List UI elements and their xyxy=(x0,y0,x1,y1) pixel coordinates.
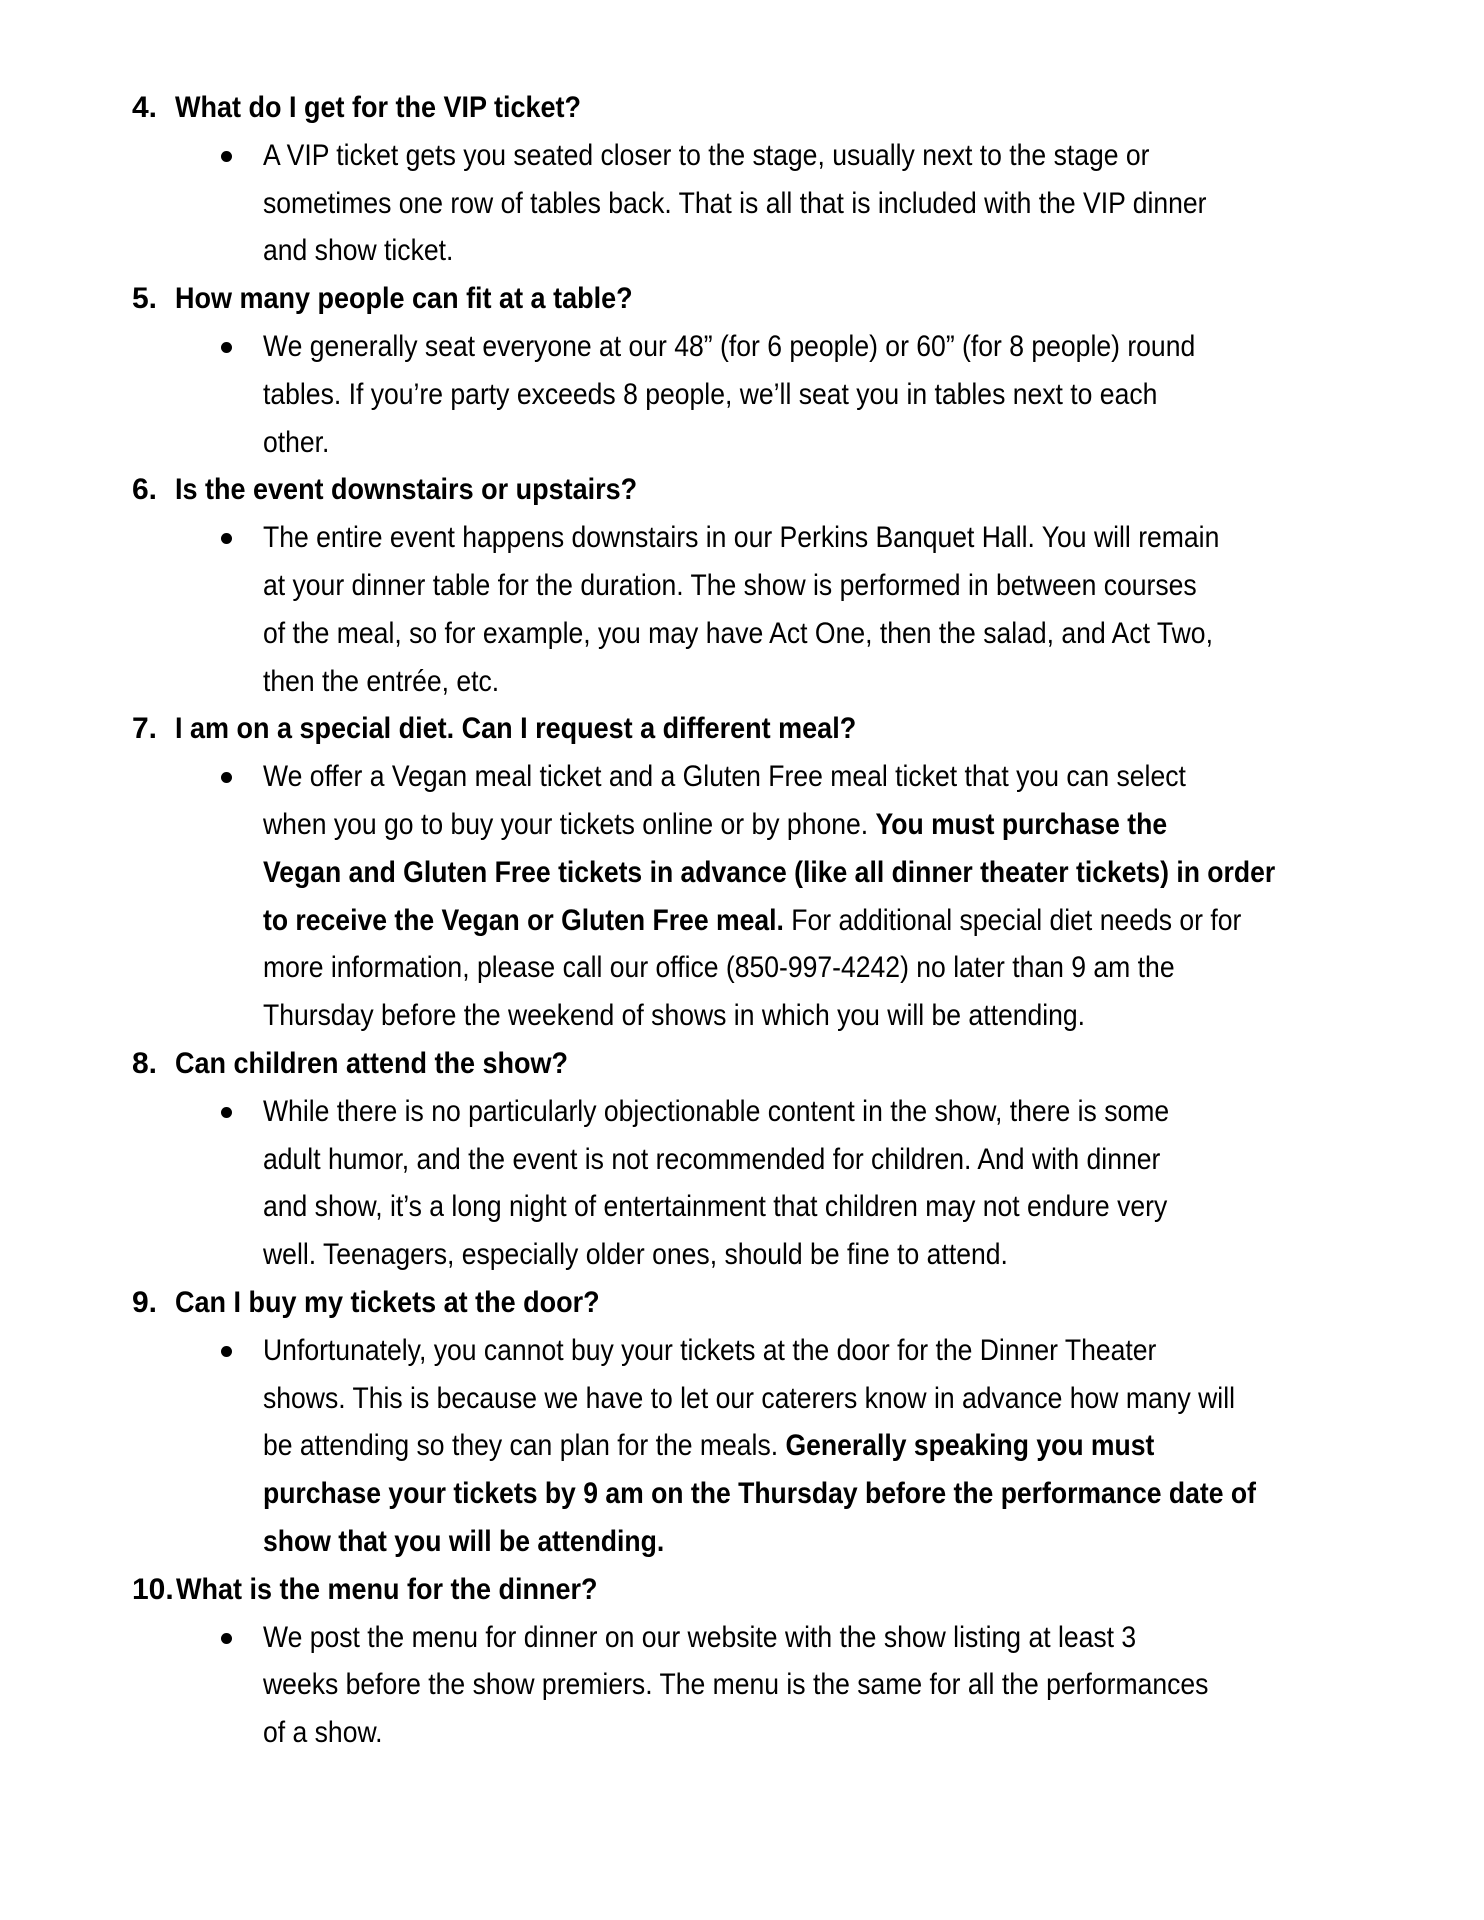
answer-text: well. Teenagers, especially older ones, should be fine to attend. xyxy=(263,1238,1008,1272)
answer-text: at your dinner table for the duration. The show is performed in between courses xyxy=(263,568,1197,602)
faq-answer xyxy=(0,323,1484,466)
bullet-icon xyxy=(221,151,232,162)
answer-line xyxy=(0,610,1484,658)
question-number: 7. xyxy=(132,712,158,746)
answer-line-text xyxy=(263,1422,1154,1470)
answer-line-text xyxy=(263,419,329,467)
faq-question xyxy=(0,1040,1484,1088)
faq-item xyxy=(0,275,1484,466)
answer-line-text xyxy=(263,1709,383,1757)
answer-text: tables. If you’re party exceeds 8 people, we’ll seat you in tables next to each xyxy=(263,377,1158,411)
answer-text: when you go to buy your tickets online or by phone. xyxy=(263,807,876,841)
answer-line-text xyxy=(263,1470,1256,1518)
question-number: 5. xyxy=(132,282,158,316)
answer-emphasis-text: purchase your tickets by 9 am on the Thursday before the performance date of xyxy=(263,1477,1256,1511)
answer-emphasis-text: show that you will be attending. xyxy=(263,1524,665,1558)
answer-line-text xyxy=(263,514,1219,562)
question-text: Can I buy my tickets at the door? xyxy=(175,1285,600,1319)
answer-line-text xyxy=(263,1375,1235,1423)
answer-text: Thursday before the weekend of shows in which you will be attending. xyxy=(263,999,1086,1033)
answer-line-text xyxy=(263,1518,664,1566)
bullet-icon xyxy=(221,1107,232,1118)
question-number: 10. xyxy=(132,1572,174,1606)
answer-text: shows. This is because we have to let our caterers know in advance how many will xyxy=(263,1381,1236,1415)
faq-answer xyxy=(0,753,1484,1040)
answer-line xyxy=(0,944,1484,992)
answer-line-text xyxy=(263,132,1150,180)
answer-line-text xyxy=(263,610,1213,658)
answer-text: of a show. xyxy=(263,1716,383,1750)
question-number: 6. xyxy=(132,473,158,507)
question-text: What do I get for the VIP ticket? xyxy=(175,91,582,124)
faq-item xyxy=(0,1040,1484,1279)
answer-line-text xyxy=(263,562,1197,610)
answer-text: of the meal, so for example, you may have Act One, then the salad, and Act Two, xyxy=(263,616,1213,650)
answer-text: adult humor, and the event is not recommended for children. And with dinner xyxy=(263,1142,1161,1176)
answer-line xyxy=(0,180,1484,228)
question-number: 8. xyxy=(132,1046,158,1080)
answer-line-text xyxy=(263,801,1167,849)
answer-text: and show, it’s a long night of entertainment that children may not endure very xyxy=(263,1190,1168,1224)
answer-line xyxy=(0,1709,1484,1757)
answer-line-text xyxy=(263,1661,1208,1709)
answer-line-text xyxy=(263,753,1186,801)
answer-line xyxy=(0,897,1484,945)
answer-line-text xyxy=(263,849,1275,897)
answer-text: For additional special diet needs or for xyxy=(783,903,1242,937)
question-number: 9. xyxy=(132,1285,158,1319)
answer-line-text xyxy=(263,1088,1169,1136)
answer-line xyxy=(0,1183,1484,1231)
answer-line xyxy=(0,1661,1484,1709)
answer-line xyxy=(0,1518,1484,1566)
faq-item xyxy=(0,1566,1484,1757)
answer-line-text xyxy=(263,944,1175,992)
document-page xyxy=(0,84,1484,1757)
faq-answer xyxy=(0,1614,1484,1757)
faq-question xyxy=(0,705,1484,753)
answer-text: then the entrée, etc. xyxy=(263,664,500,698)
answer-text: other. xyxy=(263,425,330,459)
answer-line-text xyxy=(263,371,1157,419)
bullet-icon xyxy=(221,342,232,353)
answer-text: We generally seat everyone at our 48” (for 6 people) or 60” (for 8 people) round xyxy=(263,329,1196,363)
answer-text: more information, please call our office (850-997-4242) no later than 9 am the xyxy=(263,951,1175,985)
answer-text: We post the menu for dinner on our website with the show listing at least 3 xyxy=(263,1620,1137,1654)
answer-line xyxy=(0,658,1484,706)
answer-line-text xyxy=(263,897,1241,945)
answer-line xyxy=(0,562,1484,610)
answer-line-text xyxy=(263,992,1085,1040)
answer-text: and show ticket. xyxy=(263,234,454,268)
answer-line xyxy=(0,1231,1484,1279)
answer-line-text xyxy=(263,1614,1136,1662)
answer-line xyxy=(0,1470,1484,1518)
answer-line-text xyxy=(263,227,453,275)
answer-line xyxy=(0,419,1484,467)
answer-line-text xyxy=(263,1136,1160,1184)
bullet-icon xyxy=(221,1346,232,1357)
question-text: What is the menu for the dinner? xyxy=(175,1572,598,1606)
faq-item xyxy=(0,84,1484,275)
faq-item xyxy=(0,705,1484,1040)
answer-line-text xyxy=(263,180,1207,228)
answer-emphasis-text: Vegan and Gluten Free tickets in advance (like all dinner theater tickets) in order xyxy=(263,855,1276,889)
answer-emphasis-text: to receive the Vegan or Gluten Free meal. xyxy=(263,903,784,937)
faq-answer xyxy=(0,1327,1484,1566)
answer-text: sometimes one row of tables back. That is all that is included with the VIP dinner xyxy=(263,186,1207,220)
faq-item xyxy=(0,466,1484,705)
question-text: How many people can fit at a table? xyxy=(175,282,633,316)
answer-text: weeks before the show premiers. The menu is the same for all the performances xyxy=(263,1668,1209,1702)
answer-line-text xyxy=(263,323,1195,371)
answer-line xyxy=(0,1136,1484,1184)
answer-text: Unfortunately, you cannot buy your tickets at the door for the Dinner Theater xyxy=(263,1333,1157,1367)
answer-text: The entire event happens downstairs in our Perkins Banquet Hall. You will remain xyxy=(263,521,1220,555)
answer-line-text xyxy=(263,1231,1008,1279)
answer-line xyxy=(0,227,1484,275)
answer-line-text xyxy=(263,658,499,706)
answer-line xyxy=(0,992,1484,1040)
question-text: Can children attend the show? xyxy=(175,1046,569,1080)
answer-text: be attending so they can plan for the meals. xyxy=(263,1429,786,1463)
answer-line xyxy=(0,1422,1484,1470)
faq-question xyxy=(0,84,1484,132)
question-number: 4. xyxy=(132,91,158,124)
faq-answer xyxy=(0,1088,1484,1279)
answer-line-text xyxy=(263,1183,1167,1231)
faq-item xyxy=(0,1279,1484,1566)
faq-list xyxy=(0,84,1484,1757)
faq-answer xyxy=(0,132,1484,275)
faq-answer xyxy=(0,514,1484,705)
answer-emphasis-text: Generally speaking you must xyxy=(785,1429,1155,1463)
answer-line xyxy=(0,849,1484,897)
bullet-icon xyxy=(221,1633,232,1644)
answer-text: A VIP ticket gets you seated closer to the stage, usually next to the stage or xyxy=(263,138,1150,172)
faq-question xyxy=(0,275,1484,323)
question-text: I am on a special diet. Can I request a different meal? xyxy=(175,712,857,746)
answer-line-text xyxy=(263,1327,1156,1375)
question-text: Is the event downstairs or upstairs? xyxy=(175,473,638,507)
answer-line xyxy=(0,371,1484,419)
faq-question xyxy=(0,466,1484,514)
answer-text: We offer a Vegan meal ticket and a Gluten Free meal ticket that you can select xyxy=(263,760,1186,794)
answer-text: While there is no particularly objectionable content in the show, there is some xyxy=(263,1094,1170,1128)
answer-line xyxy=(0,801,1484,849)
faq-question xyxy=(0,1566,1484,1614)
answer-line xyxy=(0,1375,1484,1423)
faq-question xyxy=(0,1279,1484,1327)
answer-emphasis-text: You must purchase the xyxy=(875,807,1168,841)
